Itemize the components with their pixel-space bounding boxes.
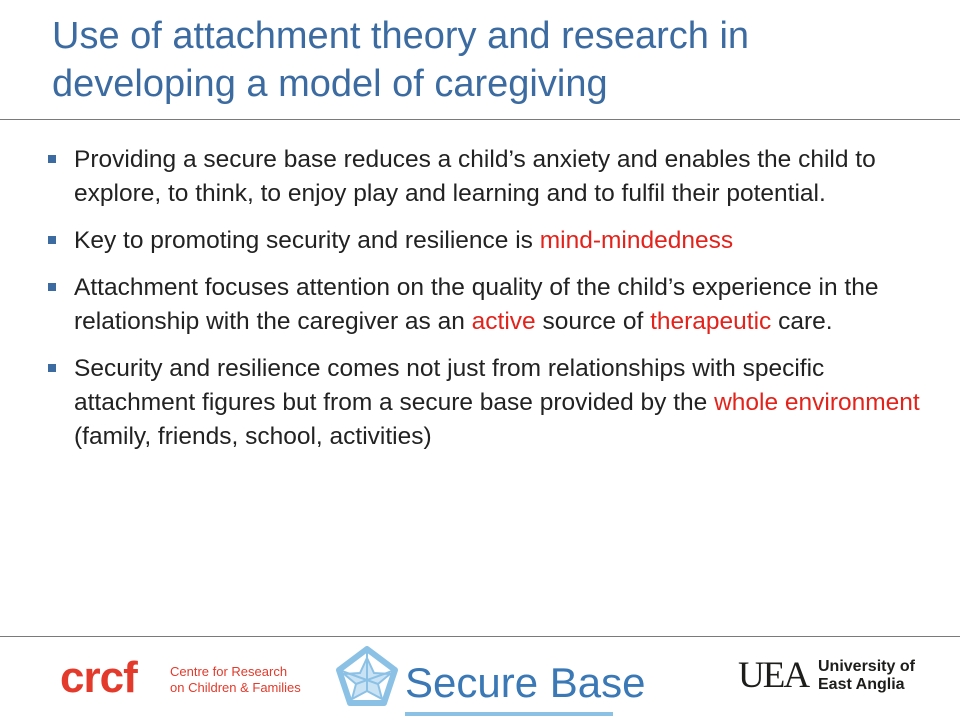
- pentagon-star-logo-icon: [335, 646, 399, 714]
- crcf-logo-mark: crcf: [60, 653, 137, 702]
- highlighted-term: mind-mindedness: [539, 227, 734, 254]
- bullet-text-segment: source of: [535, 308, 651, 335]
- crcf-logo-line: on Children & Families: [170, 680, 301, 695]
- crcf-logo-text: [170, 664, 320, 696]
- bullet-list: [44, 143, 944, 467]
- bullet-text: [74, 274, 878, 335]
- highlighted-term: therapeutic: [650, 308, 772, 335]
- square-bullet-icon: [48, 283, 56, 291]
- bullet-text-segment: Key to promoting security and resilience is: [74, 227, 540, 254]
- footer-divider: [0, 636, 960, 637]
- secure-base-underline: [405, 712, 613, 716]
- uea-logo-line: East Anglia: [818, 676, 905, 693]
- bullet-item: [44, 352, 944, 454]
- bullet-text: [74, 355, 920, 450]
- title-divider: [0, 119, 960, 120]
- uea-logo-text: [818, 658, 915, 694]
- slide-title: Use of attachment theory and research in developing a model of caregiving: [52, 15, 750, 105]
- bullet-item: [44, 224, 944, 258]
- secure-base-logo: [335, 646, 646, 716]
- bullet-text: [74, 146, 876, 207]
- bullet-item: [44, 271, 944, 339]
- bullet-text-segment: care.: [771, 308, 833, 335]
- bullet-text-segment: Attachment focuses attention on the quality of the child’s experience in the relationship with the caregiver as an: [74, 274, 879, 335]
- highlighted-term: active: [471, 308, 536, 335]
- square-bullet-icon: [48, 236, 56, 244]
- bullet-item: [44, 143, 944, 211]
- square-bullet-icon: [48, 155, 56, 163]
- square-bullet-icon: [48, 364, 56, 372]
- bullet-text-segment: Security and resilience comes not just from relationships with specific attachment figures but from a secure base provided by the: [74, 355, 825, 416]
- bullet-text-segment: (family, friends, school, activities): [74, 423, 432, 450]
- uea-logo-line: University of: [818, 658, 915, 675]
- crcf-logo-line: Centre for Research: [170, 664, 288, 679]
- footer-logos: [0, 640, 960, 720]
- uea-logo-mark: UEA: [738, 655, 809, 696]
- secure-base-logo-text: Secure Base: [405, 659, 646, 706]
- bullet-text-segment: Providing a secure base reduces a child’s anxiety and enables the child to explore, to think, to enjoy play and learning and to fulfil their potential.: [74, 146, 876, 207]
- uea-logo: [738, 656, 938, 696]
- highlighted-term: whole environment: [714, 389, 920, 416]
- bullet-text: [74, 227, 733, 254]
